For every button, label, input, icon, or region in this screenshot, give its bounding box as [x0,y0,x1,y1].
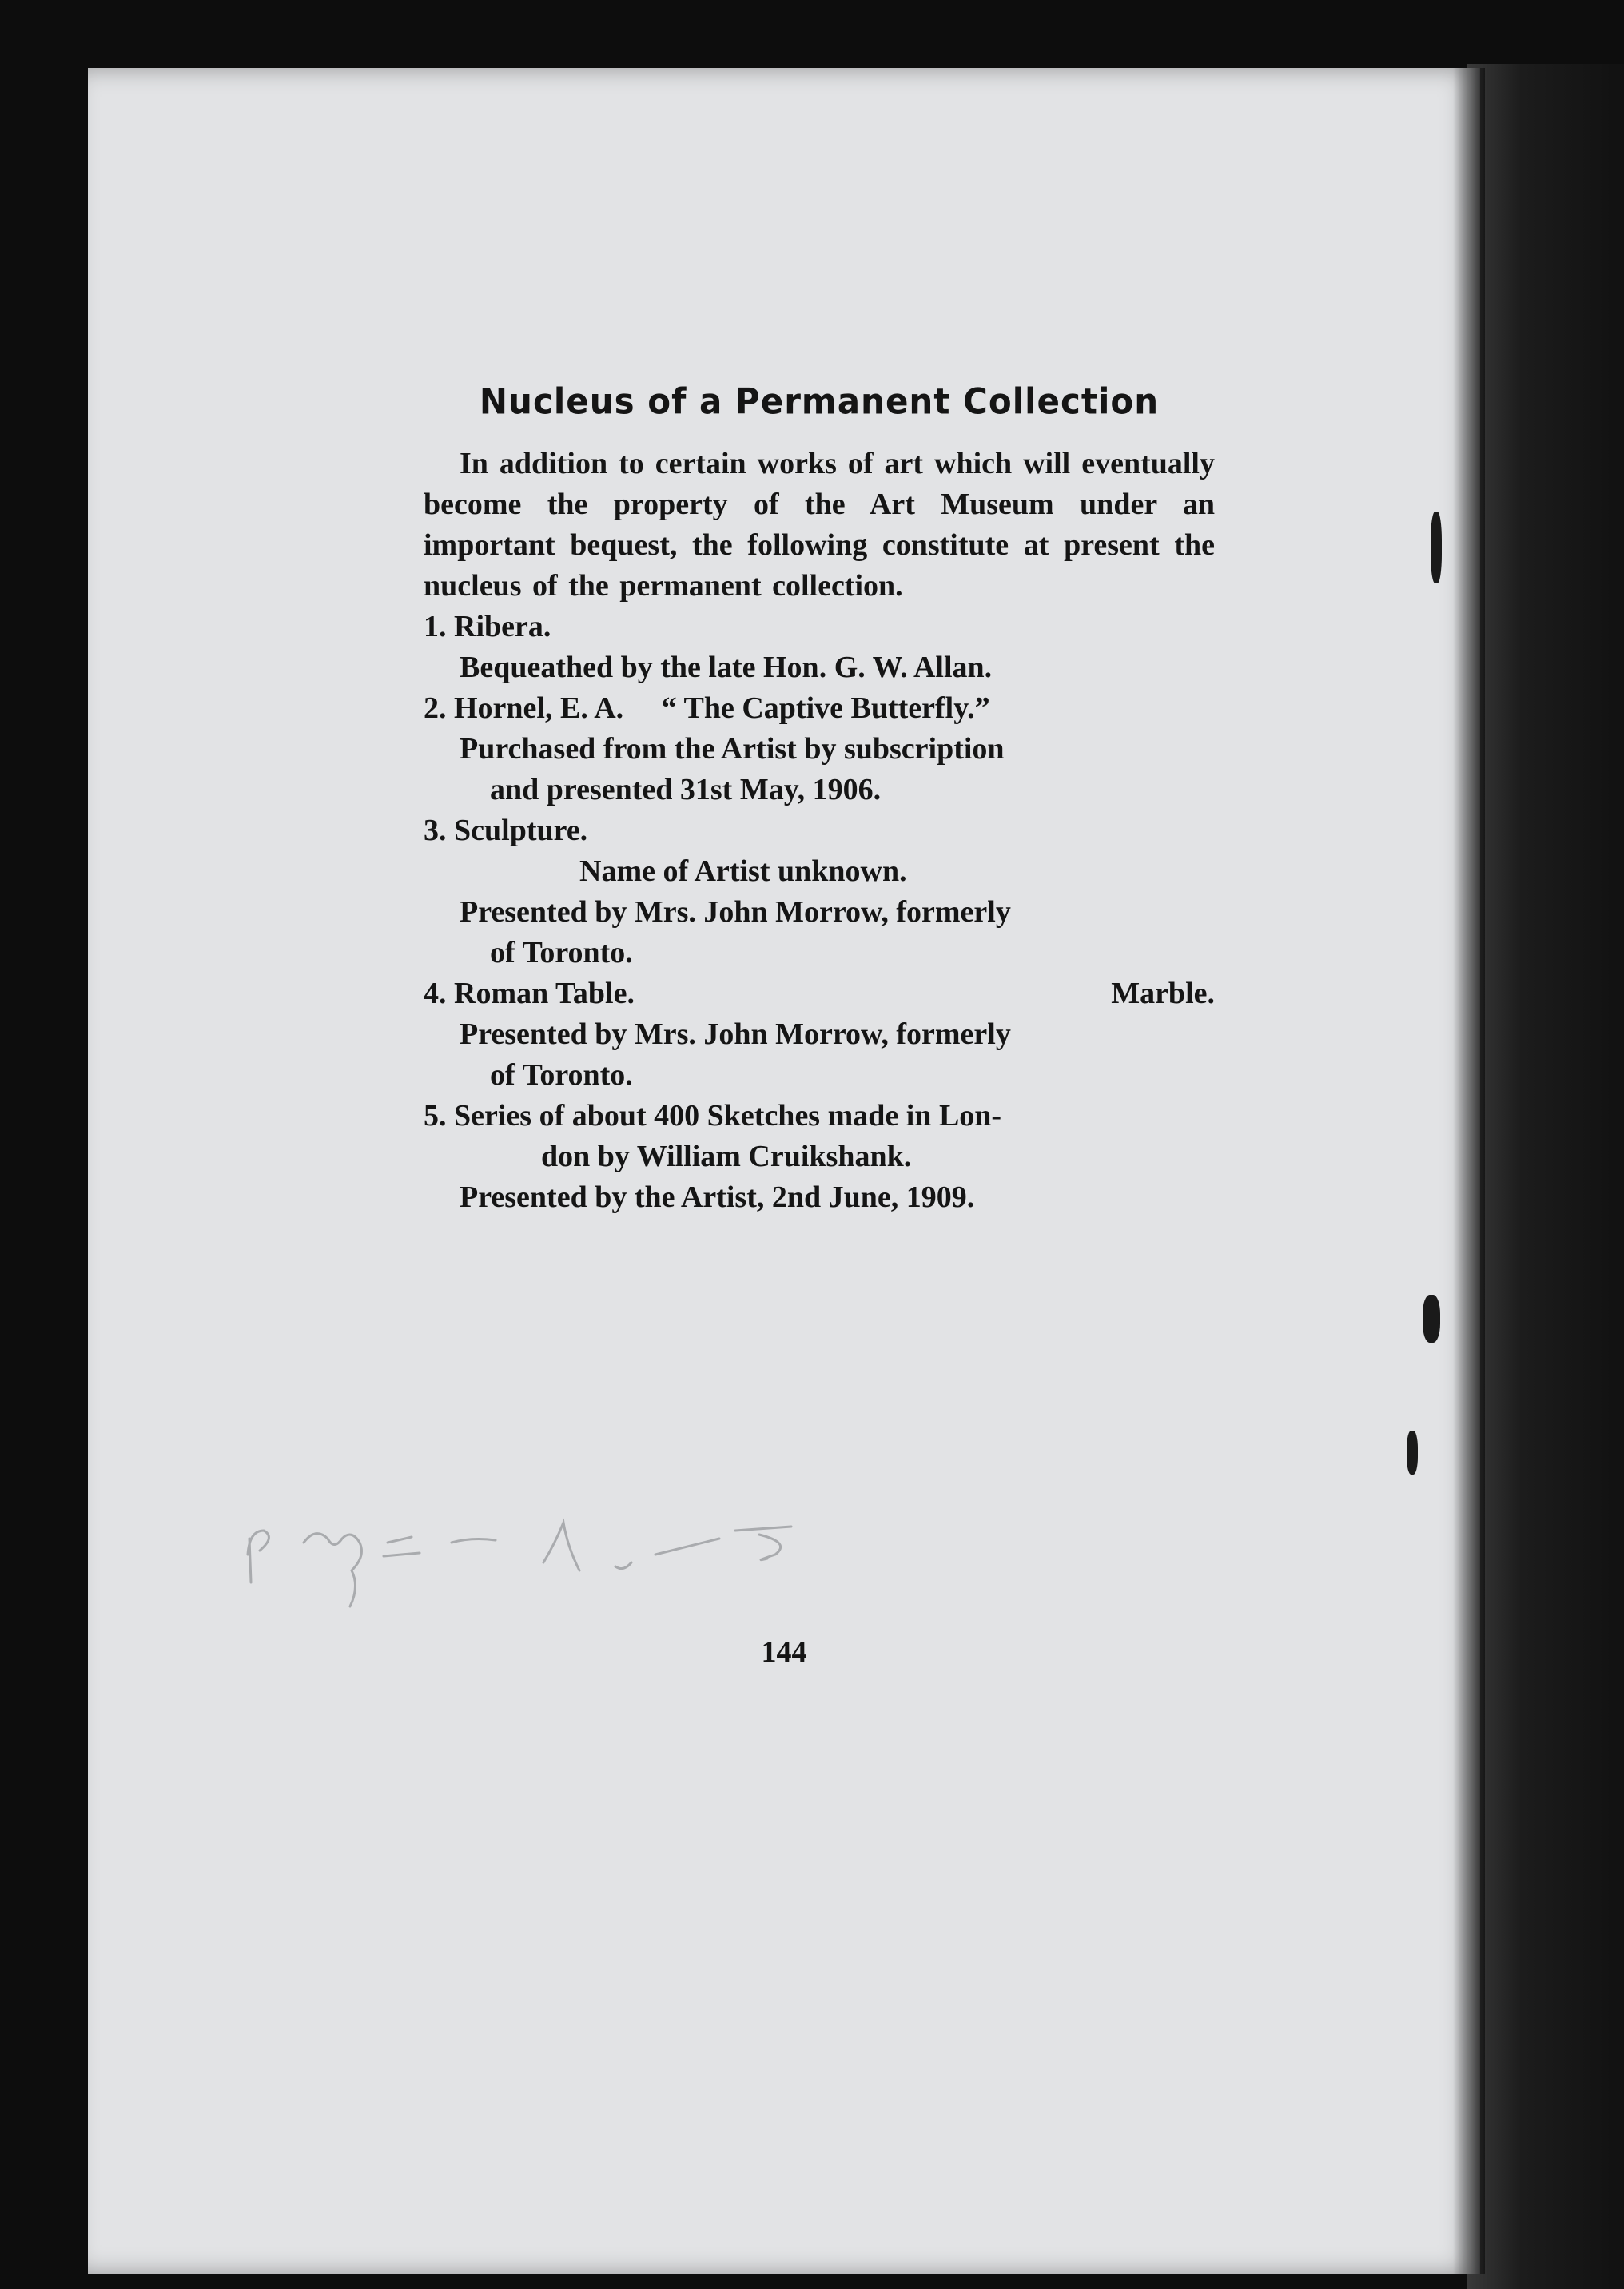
page-title: Nucleus of a Permanent Collection [479,380,1160,423]
entry-5 [424,1096,1215,1218]
entry-2 [424,688,1215,810]
entry-line: Bequeathed by the late Hon. G. W. Allan. [460,651,993,684]
entry-line: Presented by the Artist, 2nd June, 1909. [460,1180,975,1214]
entry-line: and presented 31st May, 1906. [490,773,882,806]
entry-material: Marble. [1111,977,1215,1010]
entry-4 [424,973,1215,1096]
entry-line: of Toronto. [490,936,633,969]
entry-line: Name of Artist unknown. [579,854,907,888]
paper-sheet [88,68,1480,2274]
entry-line: Presented by Mrs. John Morrow, formerly [460,895,1011,929]
entry-line: of Toronto. [490,1058,633,1092]
entry-heading: 4. Roman Table. [424,977,635,1010]
page-number: 144 [761,1635,807,1669]
page-shadow [1453,68,1485,2274]
edge-mark [1423,1295,1440,1343]
binding-edge [1467,64,1624,2289]
entry-heading: 3. Sculpture. [424,814,588,847]
entry-line: don by William Cruikshank. [541,1140,912,1173]
entry-heading: 5. Series of about 400 Sketches made in Lon- [424,1099,1002,1133]
entry-heading: 1. Ribera. [424,610,551,643]
entry-heading: 2. Hornel, E. A. “ The Captive Butterfly.” [424,691,990,725]
edge-mark [1431,512,1442,583]
pencil-annotation [240,1507,1119,1618]
entry-heading-row [424,973,1215,1014]
intro-paragraph: In addition to certain works of art which will eventually become the property of the Art Museum under an important bequest, the following constitute at present the nucleus of the permanent collection. [424,447,1215,603]
entry-line: Presented by Mrs. John Morrow, formerly [460,1017,1011,1051]
entry-line: Purchased from the Artist by subscription [460,732,1005,766]
edge-mark [1407,1431,1418,1475]
entry-3 [424,810,1215,973]
entry-1 [424,607,1215,688]
text-block [424,380,1215,1218]
